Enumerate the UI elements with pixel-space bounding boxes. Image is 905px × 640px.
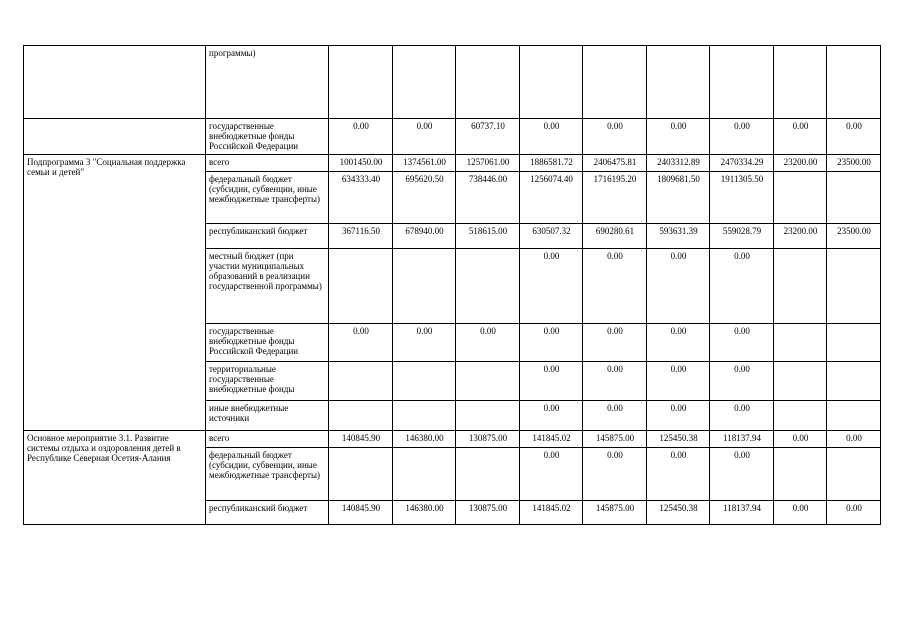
- value-cell: 0.00: [710, 362, 774, 401]
- value-cell: 0.00: [647, 119, 710, 155]
- value-cell: [393, 401, 456, 431]
- table-row: [24, 119, 881, 155]
- value-cell: 0.00: [583, 324, 647, 362]
- funding-source-cell: программы): [206, 46, 329, 119]
- value-cell: [393, 46, 456, 119]
- value-cell: [329, 401, 393, 431]
- value-cell: 145875.00: [583, 431, 647, 448]
- value-cell: 146380.00: [393, 431, 456, 448]
- value-cell: [329, 46, 393, 119]
- value-cell: 118137.94: [710, 431, 774, 448]
- value-cell: [774, 172, 827, 224]
- value-cell: 0.00: [520, 249, 583, 324]
- value-cell: [710, 46, 774, 119]
- value-cell: [774, 448, 827, 501]
- value-cell: 690280.61: [583, 224, 647, 249]
- value-cell: 0.00: [774, 501, 827, 525]
- value-cell: 130875.00: [456, 431, 520, 448]
- value-cell: 0.00: [710, 249, 774, 324]
- funding-source-cell: иные внебюджетные источники: [206, 401, 329, 431]
- value-cell: 1911305.50: [710, 172, 774, 224]
- value-cell: 695620.50: [393, 172, 456, 224]
- funding-source-cell: территориальные государственные внебюджетные фонды: [206, 362, 329, 401]
- value-cell: 2403312.89: [647, 155, 710, 172]
- funding-source-cell: местный бюджет (при участии муниципальных образований в реализации государственной программы): [206, 249, 329, 324]
- value-cell: 0.00: [456, 324, 520, 362]
- value-cell: 141845.02: [520, 501, 583, 525]
- value-cell: [827, 46, 881, 119]
- value-cell: [827, 362, 881, 401]
- value-cell: [456, 401, 520, 431]
- value-cell: 0.00: [583, 362, 647, 401]
- value-cell: 678940.00: [393, 224, 456, 249]
- value-cell: 593631.39: [647, 224, 710, 249]
- value-cell: [774, 324, 827, 362]
- value-cell: 2406475.81: [583, 155, 647, 172]
- funding-source-cell: государственные внебюджетные фонды Российской Федерации: [206, 119, 329, 155]
- value-cell: 0.00: [647, 401, 710, 431]
- funding-source-cell: всего: [206, 155, 329, 172]
- value-cell: 0.00: [329, 324, 393, 362]
- value-cell: 0.00: [393, 324, 456, 362]
- value-cell: 140845.90: [329, 501, 393, 525]
- program-name-cell: Подпрограмма 3 "Социальная поддержка семьи и детей": [24, 155, 206, 431]
- value-cell: 634333.40: [329, 172, 393, 224]
- value-cell: 0.00: [647, 324, 710, 362]
- value-cell: 140845.90: [329, 431, 393, 448]
- value-cell: 23500.00: [827, 224, 881, 249]
- value-cell: [456, 46, 520, 119]
- value-cell: 0.00: [520, 401, 583, 431]
- value-cell: 0.00: [827, 501, 881, 525]
- value-cell: 0.00: [710, 119, 774, 155]
- value-cell: [456, 448, 520, 501]
- value-cell: 1886581.72: [520, 155, 583, 172]
- value-cell: [774, 362, 827, 401]
- value-cell: 518615.00: [456, 224, 520, 249]
- value-cell: 0.00: [520, 362, 583, 401]
- value-cell: [827, 448, 881, 501]
- value-cell: 146380.00: [393, 501, 456, 525]
- value-cell: 0.00: [583, 119, 647, 155]
- value-cell: 0.00: [647, 249, 710, 324]
- budget-table-body: [24, 46, 881, 525]
- value-cell: 0.00: [710, 448, 774, 501]
- value-cell: 1256074.40: [520, 172, 583, 224]
- value-cell: [827, 172, 881, 224]
- value-cell: 0.00: [583, 401, 647, 431]
- value-cell: [393, 362, 456, 401]
- value-cell: [774, 401, 827, 431]
- value-cell: 0.00: [774, 431, 827, 448]
- value-cell: 1716195.20: [583, 172, 647, 224]
- value-cell: 0.00: [647, 362, 710, 401]
- value-cell: 23200.00: [774, 224, 827, 249]
- value-cell: [774, 46, 827, 119]
- value-cell: 60737.10: [456, 119, 520, 155]
- value-cell: [583, 46, 647, 119]
- funding-source-cell: всего: [206, 431, 329, 448]
- value-cell: [393, 448, 456, 501]
- value-cell: 0.00: [520, 119, 583, 155]
- value-cell: 0.00: [393, 119, 456, 155]
- funding-source-cell: республиканский бюджет: [206, 501, 329, 525]
- value-cell: 1257061.00: [456, 155, 520, 172]
- table-row: [24, 155, 881, 172]
- value-cell: 367116.50: [329, 224, 393, 249]
- funding-source-cell: республиканский бюджет: [206, 224, 329, 249]
- value-cell: [520, 46, 583, 119]
- value-cell: 1001450.00: [329, 155, 393, 172]
- value-cell: 23200.00: [774, 155, 827, 172]
- value-cell: 2470334.29: [710, 155, 774, 172]
- value-cell: 141845.02: [520, 431, 583, 448]
- value-cell: 738446.00: [456, 172, 520, 224]
- value-cell: 1374561.00: [393, 155, 456, 172]
- program-name-cell: Основное мероприятие 3.1. Развитие системы отдыха и оздоровления детей в Республике Северная Осетия-Алания: [24, 431, 206, 525]
- table-row: [24, 46, 881, 119]
- funding-source-cell: федеральный бюджет (субсидии, субвенции, иные межбюджетные трансферты): [206, 172, 329, 224]
- funding-source-cell: государственные внебюджетные фонды Российской Федерации: [206, 324, 329, 362]
- value-cell: [329, 448, 393, 501]
- value-cell: [329, 362, 393, 401]
- value-cell: 0.00: [774, 119, 827, 155]
- value-cell: [827, 401, 881, 431]
- value-cell: 559028.79: [710, 224, 774, 249]
- program-cell: [24, 119, 206, 155]
- value-cell: 0.00: [329, 119, 393, 155]
- value-cell: 0.00: [647, 448, 710, 501]
- value-cell: 23500.00: [827, 155, 881, 172]
- value-cell: 0.00: [583, 249, 647, 324]
- value-cell: [774, 249, 827, 324]
- value-cell: [456, 362, 520, 401]
- value-cell: 0.00: [827, 119, 881, 155]
- program-cell: [24, 46, 206, 119]
- value-cell: [456, 249, 520, 324]
- value-cell: 125450.38: [647, 431, 710, 448]
- budget-table: [23, 45, 881, 525]
- value-cell: 118137.94: [710, 501, 774, 525]
- value-cell: 0.00: [710, 324, 774, 362]
- value-cell: 0.00: [583, 448, 647, 501]
- table-row: [24, 431, 881, 448]
- value-cell: 630507.32: [520, 224, 583, 249]
- value-cell: 0.00: [520, 324, 583, 362]
- value-cell: 125450.38: [647, 501, 710, 525]
- value-cell: 0.00: [520, 448, 583, 501]
- value-cell: 145875.00: [583, 501, 647, 525]
- value-cell: 0.00: [827, 431, 881, 448]
- value-cell: [827, 249, 881, 324]
- value-cell: [827, 324, 881, 362]
- value-cell: [393, 249, 456, 324]
- value-cell: 130875.00: [456, 501, 520, 525]
- funding-source-cell: федеральный бюджет (субсидии, субвенции, иные межбюджетные трансферты): [206, 448, 329, 501]
- value-cell: 1809681.50: [647, 172, 710, 224]
- value-cell: [329, 249, 393, 324]
- value-cell: [647, 46, 710, 119]
- value-cell: 0.00: [710, 401, 774, 431]
